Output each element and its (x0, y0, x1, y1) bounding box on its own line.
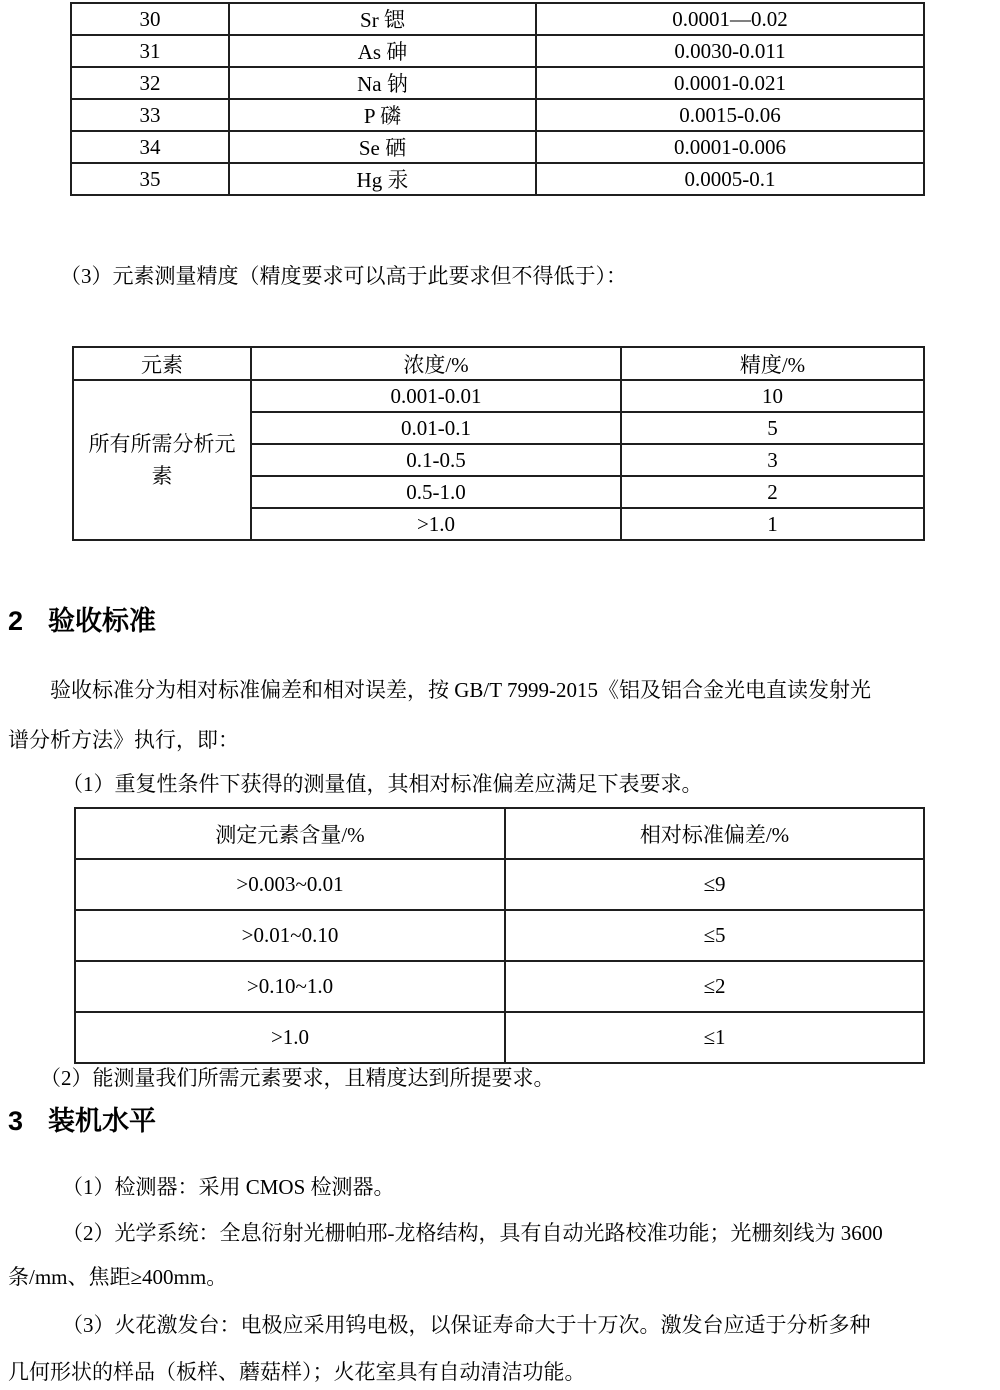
element-range-table (70, 2, 925, 196)
table-header-row (73, 347, 924, 380)
header-rsd: 相对标准偏差/% (505, 808, 924, 859)
section2-item1: （1）重复性条件下获得的测量值，其相对标准偏差应满足下表要求。 (62, 772, 703, 796)
row-number-cell: 35 (71, 163, 229, 195)
concentration-cell: >1.0 (251, 508, 621, 540)
table-row (71, 99, 924, 131)
row-number-cell: 33 (71, 99, 229, 131)
header-concentration: 浓度/% (251, 347, 621, 380)
precision-cell: 1 (621, 508, 924, 540)
element-cell: Se 硒 (229, 131, 536, 163)
precision-cell: 2 (621, 476, 924, 508)
table-row (73, 380, 924, 412)
table-row (71, 35, 924, 67)
precision-cell: 5 (621, 412, 924, 444)
section-number: 2 (8, 606, 24, 636)
section3-item1: （1）检测器：采用 CMOS 检测器。 (62, 1175, 395, 1199)
rsd-cell: ≤9 (505, 859, 924, 910)
section3-item3-line2: 几何形状的样品（板样、蘑菇样）；火花室具有自动清洁功能。 (8, 1360, 586, 1384)
concentration-cell: 0.001-0.01 (251, 380, 621, 412)
section-title: 装机水平 (48, 1106, 156, 1136)
range-cell: 0.0015-0.06 (536, 99, 924, 131)
section2-item2: （2）能测量我们所需元素要求，且精度达到所提要求。 (40, 1066, 555, 1090)
section3-item2-line2: 条/mm、焦距≥400mm。 (8, 1265, 228, 1289)
section-title: 验收标准 (48, 606, 156, 636)
table-header-row (75, 808, 924, 859)
element-cell: As 砷 (229, 35, 536, 67)
rsd-cell: ≤5 (505, 910, 924, 961)
concentration-cell: 0.01-0.1 (251, 412, 621, 444)
section2-heading (8, 604, 156, 638)
row-number-cell: 34 (71, 131, 229, 163)
element-cell: Hg 汞 (229, 163, 536, 195)
table-row (71, 131, 924, 163)
precision-cell: 10 (621, 380, 924, 412)
table-row (71, 163, 924, 195)
row-number-cell: 30 (71, 3, 229, 35)
header-content: 测定元素含量/% (75, 808, 505, 859)
content-cell: >0.01~0.10 (75, 910, 505, 961)
table-row (75, 910, 924, 961)
section-number: 3 (8, 1106, 24, 1136)
precision-note: （3）元素测量精度（精度要求可以高于此要求但不得低于）： (60, 264, 627, 288)
rsd-cell: ≤1 (505, 1012, 924, 1063)
element-cell: Na 钠 (229, 67, 536, 99)
precision-table (72, 346, 925, 541)
range-cell: 0.0005-0.1 (536, 163, 924, 195)
table-row (75, 859, 924, 910)
range-cell: 0.0001-0.021 (536, 67, 924, 99)
concentration-cell: 0.1-0.5 (251, 444, 621, 476)
row-number-cell: 32 (71, 67, 229, 99)
range-cell: 0.0001-0.006 (536, 131, 924, 163)
merged-element-cell: 所有所需分析元素 (73, 380, 251, 540)
range-cell: 0.0030-0.011 (536, 35, 924, 67)
section3-heading (8, 1104, 156, 1138)
rsd-cell: ≤2 (505, 961, 924, 1012)
section3-item3-line1: （3）火花激发台：电极应采用钨电极，以保证寿命大于十万次。激发台应适于分析多种 (62, 1313, 871, 1337)
header-element: 元素 (73, 347, 251, 380)
content-cell: >1.0 (75, 1012, 505, 1063)
section2-paragraph-line2: 谱分析方法》执行，即： (8, 728, 239, 752)
table-row (71, 3, 924, 35)
precision-cell: 3 (621, 444, 924, 476)
table-row (75, 1012, 924, 1063)
range-cell: 0.0001—0.02 (536, 3, 924, 35)
concentration-cell: 0.5-1.0 (251, 476, 621, 508)
row-number-cell: 31 (71, 35, 229, 67)
table-row (71, 67, 924, 99)
section2-paragraph-line1: 验收标准分为相对标准偏差和相对误差，按 GB/T 7999-2015《铝及铝合金光电直读发射光 (50, 678, 871, 702)
element-cell: Sr 锶 (229, 3, 536, 35)
content-cell: >0.003~0.01 (75, 859, 505, 910)
element-cell: P 磷 (229, 99, 536, 131)
section3-item2-line1: （2）光学系统：全息衍射光栅帕邢-龙格结构，具有自动光路校准功能；光栅刻线为 3600 (62, 1221, 883, 1245)
rsd-table (74, 807, 925, 1064)
table-row (75, 961, 924, 1012)
header-precision: 精度/% (621, 347, 924, 380)
content-cell: >0.10~1.0 (75, 961, 505, 1012)
